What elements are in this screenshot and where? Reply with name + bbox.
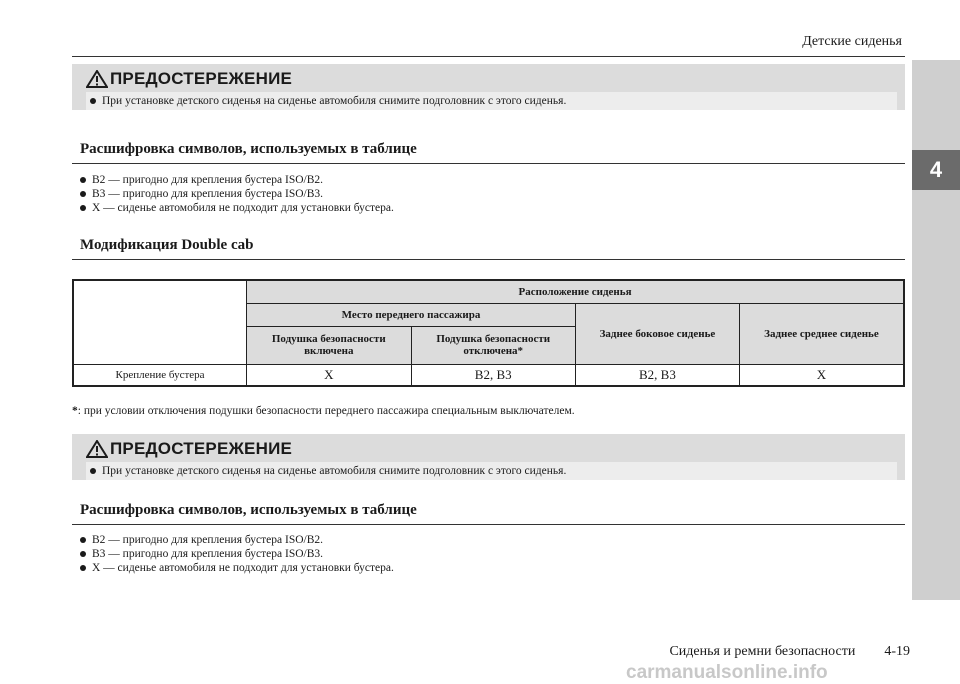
legend-list: [80, 173, 394, 215]
warning-text-row: [86, 92, 897, 110]
list-item: [80, 173, 394, 187]
chapter-side-tab: [912, 60, 960, 600]
bullet-icon: [80, 551, 86, 557]
legend-list: [80, 533, 394, 575]
bullet-icon: [90, 98, 96, 104]
list-item: [80, 561, 394, 575]
airbag-off-header: [411, 326, 575, 364]
footer-section: Сиденья и ремни безопасности: [669, 644, 856, 659]
list-item-text: B3 — пригодно для крепления бустера ISO/B3.: [92, 188, 324, 200]
warning-text: При установке детского сиденья на сиденье автомобиля снимите подголовник с этого сиденья.: [102, 95, 567, 107]
warning-text-row: [86, 462, 897, 480]
table-cell: X: [739, 364, 904, 386]
warning-box: [72, 434, 905, 480]
bullet-icon: [80, 565, 86, 571]
warning-heading-text: ПРЕДОСТЕРЕЖЕНИЕ: [110, 439, 293, 458]
list-item: [80, 201, 394, 215]
table-row: [73, 364, 904, 386]
bullet-icon: [80, 537, 86, 543]
list-item-text: X — сиденье автомобиля не подходит для установки бустера.: [92, 202, 394, 214]
warning-text: При установке детского сиденья на сиденье автомобиля снимите подголовник с этого сиденья.: [102, 465, 567, 477]
legend-title: Расшифровка символов, используемых в таблице: [80, 502, 417, 518]
airbag-on-line1: Подушка безопасности: [271, 333, 386, 345]
page-footer: [669, 644, 910, 660]
bullet-icon: [80, 191, 86, 197]
list-item-text: B2 — пригодно для крепления бустера ISO/B2.: [92, 174, 324, 186]
rear-side-header: Заднее боковое сиденье: [575, 303, 739, 364]
header-divider: [72, 56, 905, 57]
list-item: [80, 187, 394, 201]
warning-heading: [86, 439, 292, 459]
table-cell: B2, B3: [411, 364, 575, 386]
table-cell: X: [247, 364, 411, 386]
rear-center-header: Заднее среднее сиденье: [739, 303, 904, 364]
warning-triangle-icon: [86, 440, 108, 458]
airbag-on-header: [247, 326, 411, 364]
list-item-text: X — сиденье автомобиля не подходит для установки бустера.: [92, 562, 394, 574]
table-corner-cell: [73, 280, 247, 364]
footnote-text: : при условии отключения подушки безопасности переднего пассажира специальным выключателем.: [77, 405, 575, 417]
bullet-icon: [90, 468, 96, 474]
front-passenger-header: Место переднего пассажира: [247, 303, 576, 326]
seat-compatibility-table: [72, 279, 905, 387]
table-cell: B2, B3: [575, 364, 739, 386]
bullet-icon: [80, 177, 86, 183]
section-divider: [72, 259, 905, 260]
section-divider: [72, 163, 905, 164]
airbag-off-line2: отключена*: [463, 345, 524, 357]
footnote-mark: *: [72, 405, 78, 417]
airbag-off-line1: Подушка безопасности: [436, 333, 551, 345]
watermark: carmanualsonline.info: [626, 662, 828, 683]
chapter-number: 4: [912, 150, 960, 190]
warning-box: [72, 64, 905, 110]
seat-position-header: Расположение сиденья: [247, 280, 904, 303]
page-number: 4-19: [884, 644, 910, 659]
legend-title: Расшифровка символов, используемых в таблице: [80, 141, 417, 157]
warning-heading-text: ПРЕДОСТЕРЕЖЕНИЕ: [110, 69, 293, 88]
list-item: [80, 547, 394, 561]
list-item-text: B3 — пригодно для крепления бустера ISO/B3.: [92, 548, 324, 560]
airbag-on-line2: включена: [304, 345, 354, 357]
footnote: [72, 405, 575, 417]
row-label: Крепление бустера: [73, 364, 247, 386]
warning-heading: [86, 69, 292, 89]
section-divider: [72, 524, 905, 525]
bullet-icon: [80, 205, 86, 211]
warning-triangle-icon: [86, 70, 108, 88]
modification-title: Модификация Double cab: [80, 237, 254, 253]
list-item: [80, 533, 394, 547]
list-item-text: B2 — пригодно для крепления бустера ISO/B2.: [92, 534, 324, 546]
page-header-title: Детские сиденья: [802, 34, 902, 49]
